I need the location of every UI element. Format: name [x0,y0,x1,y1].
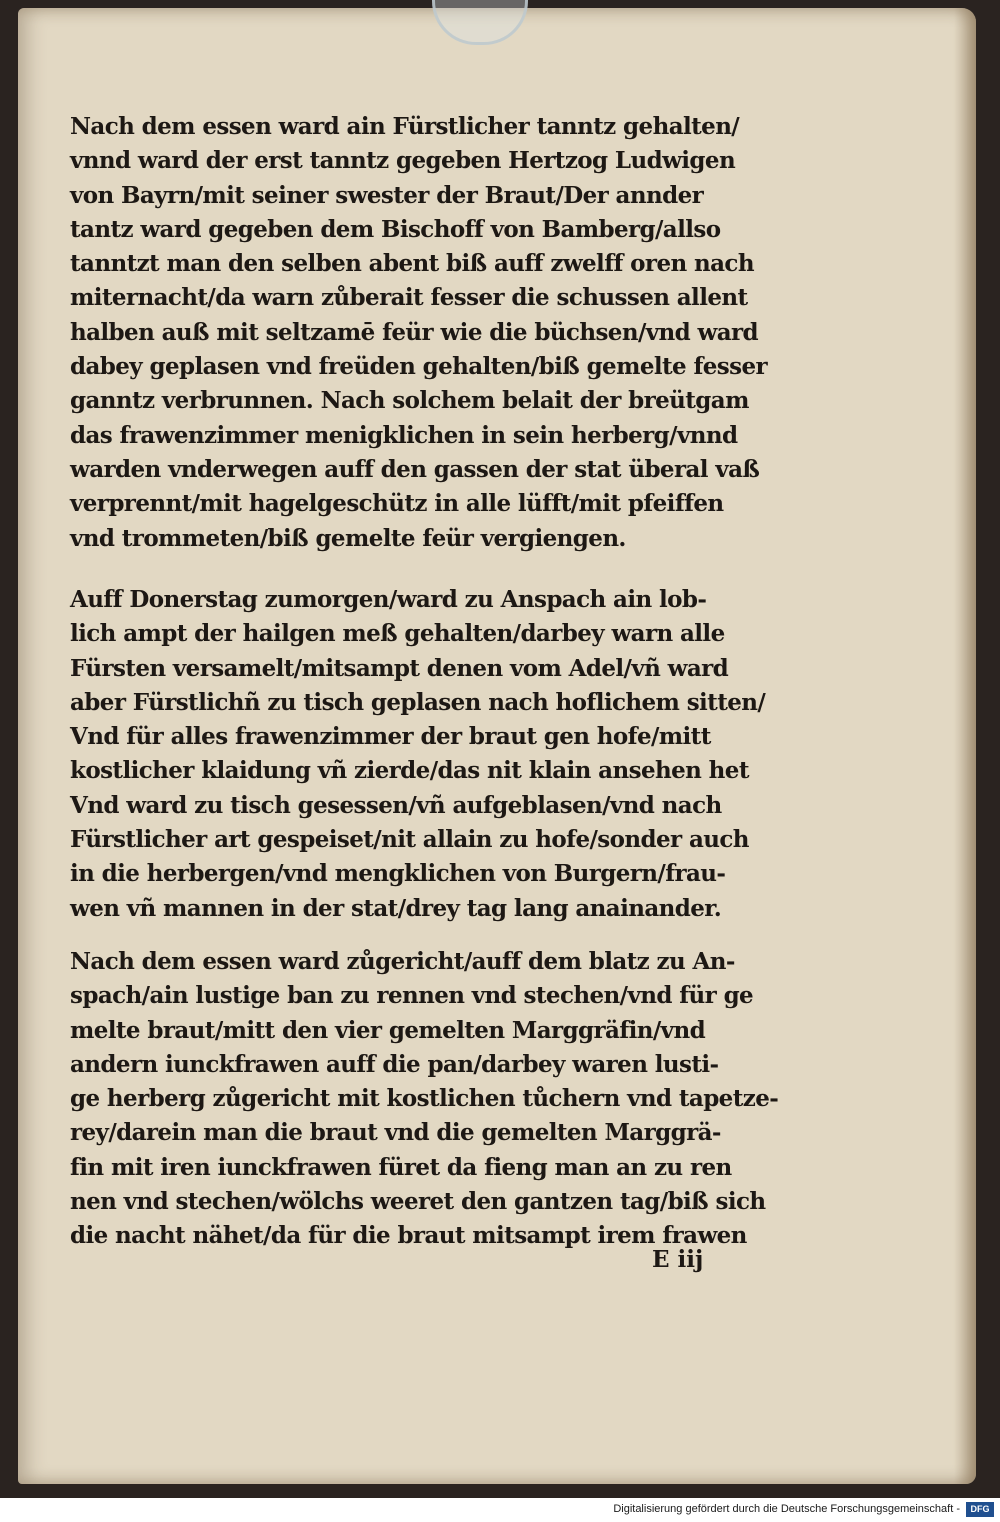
text-line: tantz ward gegeben dem Bischoff von Bamberg/allso [70,215,721,243]
text-line: die nacht nähet/da für die braut mitsampt irem frawen [70,1222,747,1250]
text-line: vnnd ward der erst tanntz gegeben Hertzog Ludwigen [70,147,736,175]
text-line: Vnd ward zu tisch gesessen/vñ aufgeblasen/vnd nach [70,791,722,819]
text-line: melte braut/mitt den vier gemelten Marggräfin/vnd [70,1016,706,1044]
text-line: ge herberg zůgericht mit kostlichen tůchern vnd tapetze- [70,1085,779,1113]
text-line: dabey geplasen vnd freüden gehalten/biß gemelte fesser [70,353,768,381]
paragraph-2 [70,583,790,926]
text-line: rey/darein man die braut vnd die gemelten Marggrä- [70,1119,721,1147]
paragraph-3 [70,945,790,1254]
text-line: verprennt/mit hagelgeschütz in alle lüfft/mit pfeiffen [70,490,724,518]
text-line: Auff Donerstag zumorgen/ward zu Anspach ain lob- [70,586,707,613]
text-line: andern iunckfrawen auff die pan/darbey waren lusti- [70,1050,719,1078]
text-line: aber Fürstlichñ zu tisch geplasen nach hoflichem sitten/ [70,688,766,716]
text-line: halben auß mit seltzamē feür wie die büchsen/vnd ward [70,318,759,346]
text-line: das frawenzimmer menigklichen in sein herberg/vnnd [70,421,738,449]
text-line: fin mit iren iunckfrawen füret da fieng man an zu ren [70,1153,732,1181]
text-line: Nach dem essen ward zůgericht/auff dem blatz zu An- [70,948,735,975]
text-line: ganntz verbrunnen. Nach solchem belait der breütgam [70,387,749,415]
page-edge-shadow [954,8,976,1484]
funding-credit: Digitalisierung gefördert durch die Deutsche Forschungsgemeinschaft - [613,1503,960,1515]
dfg-logo: DFG [966,1502,994,1517]
text-line: lich ampt der hailgen meß gehalten/darbey warn alle [70,620,725,648]
text-line: nen vnd stechen/wölchs weeret den gantzen tag/biß sich [70,1188,766,1216]
text-line: Fürsten versamelt/mitsampt denen vom Adel/vñ ward [70,654,729,682]
paragraph-1 [70,110,790,556]
footer-bar [0,1498,1000,1522]
signature-mark: E iij [652,1246,704,1273]
text-line: miternacht/da warn zůberait fesser die schussen allent [70,284,748,312]
text-line: warden vnderwegen auff den gassen der stat überal vaß [70,455,760,483]
text-line: Vnd für alles frawenzimmer der braut gen hofe/mitt [70,723,711,751]
text-line: vnd trommeten/biß gemelte feür vergiengen. [70,524,626,552]
text-line: in die herbergen/vnd mengklichen von Burgern/frau- [70,860,726,888]
text-line: tanntzt man den selben abent biß auff zwelff oren nach [70,250,754,278]
text-line: von Bayrn/mit seiner swester der Braut/Der annder [70,181,704,209]
text-line: Fürstlicher art gespeiset/nit allain zu hofe/sonder auch [70,826,749,854]
text-line: wen vñ mannen in der stat/drey tag lang anainander. [70,894,722,922]
text-line: kostlicher klaidung vñ zierde/das nit klain ansehen het [70,757,749,785]
text-line: Nach dem essen ward ain Fürstlicher tanntz gehalten/ [70,113,740,140]
text-line: spach/ain lustige ban zu rennen vnd stechen/vnd für ge [70,982,754,1010]
